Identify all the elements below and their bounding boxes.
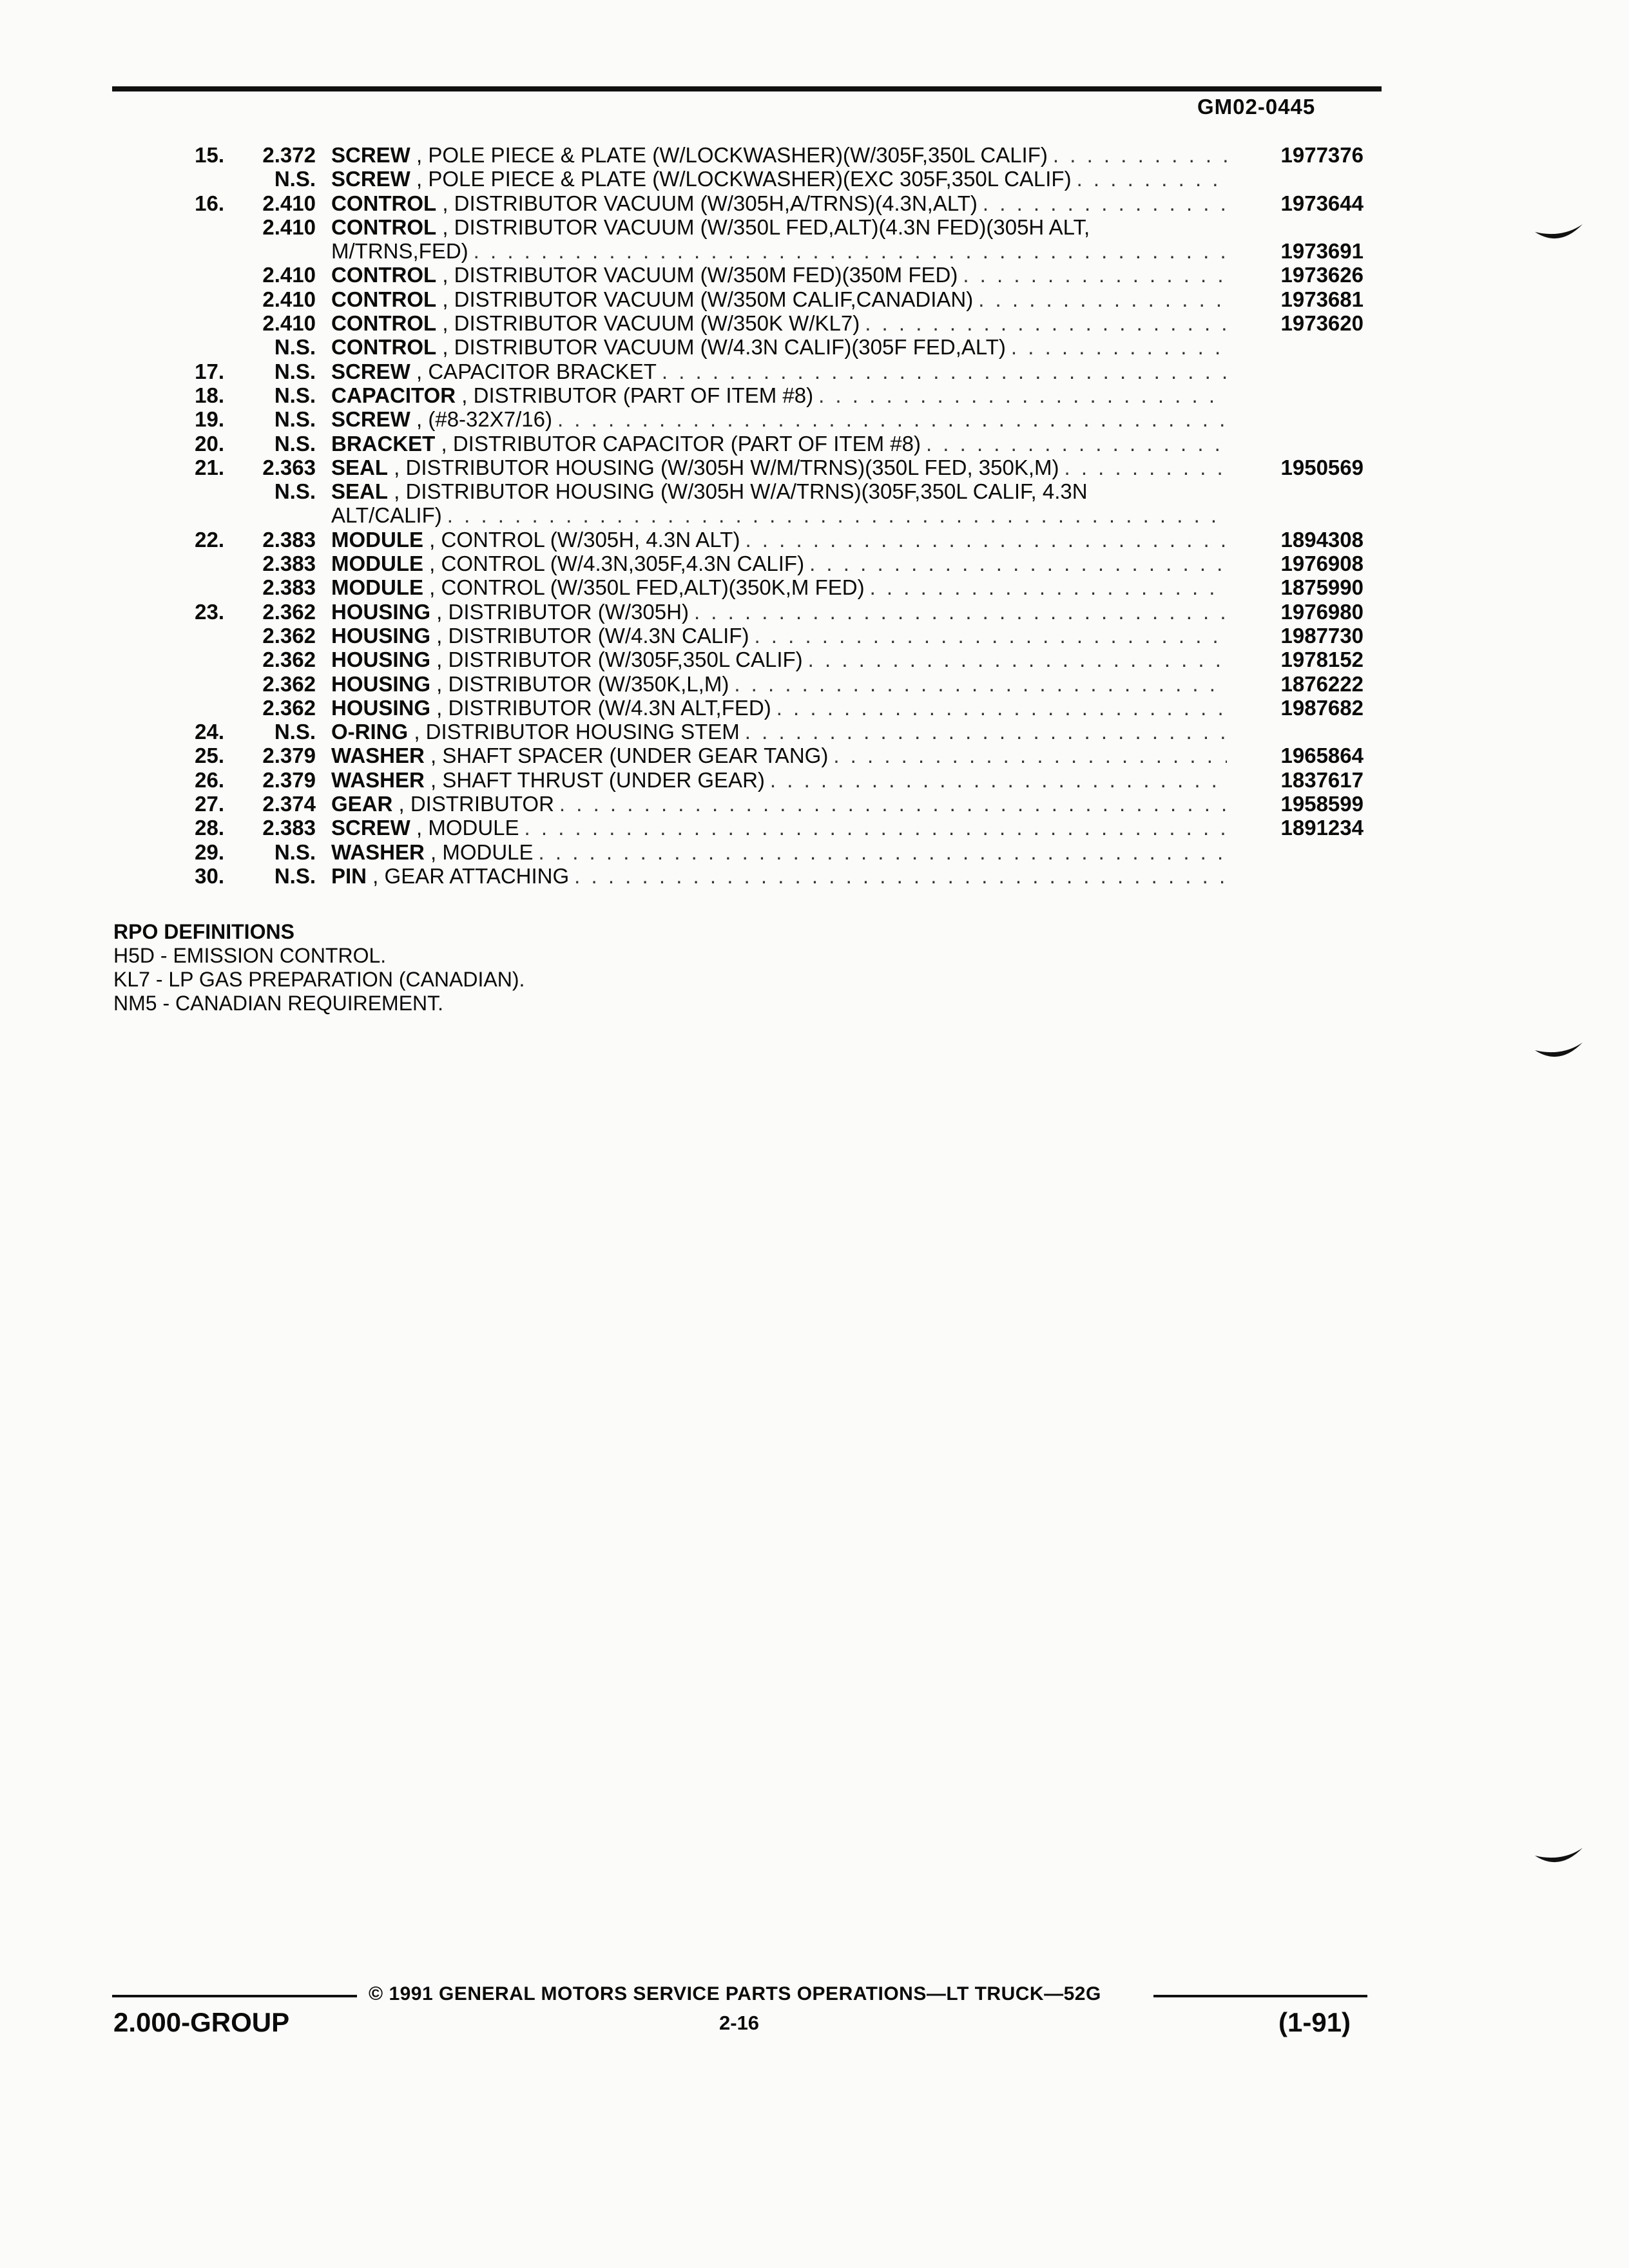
dot-leader: [552, 407, 1227, 431]
part-description: [331, 215, 1227, 239]
group-number: N.S.: [274, 407, 316, 432]
part-row: [0, 816, 1629, 840]
part-detail: , DISTRIBUTOR HOUSING (W/305H W/M/TRNS)(350L FED, 350K,M): [388, 455, 1059, 479]
dot-leader: [1006, 335, 1227, 359]
part-detail: , DISTRIBUTOR (PART OF ITEM #8): [456, 383, 814, 407]
part-name: MODULE: [331, 527, 423, 552]
part-name: MODULE: [331, 575, 423, 600]
part-description: [331, 503, 1227, 527]
part-description: [331, 263, 1227, 287]
part-row: [0, 287, 1629, 311]
part-number: 1987682: [1280, 695, 1364, 720]
part-name: GEAR: [331, 792, 393, 816]
part-detail: , MODULE: [410, 816, 519, 840]
item-number: 29.: [195, 840, 224, 864]
item-number: 19.: [195, 407, 224, 432]
group-number: 2.362: [262, 671, 316, 696]
part-name: HOUSING: [331, 599, 431, 624]
group-number: N.S.: [274, 335, 316, 360]
revision-date: (1-91): [1278, 2007, 1351, 2037]
part-row: [0, 624, 1629, 648]
part-row: [0, 215, 1629, 239]
part-row: [0, 672, 1629, 696]
part-description: [331, 143, 1227, 167]
dot-leader: [860, 311, 1227, 335]
dot-leader: [729, 672, 1227, 696]
part-description: [331, 528, 1227, 552]
part-description: [331, 672, 1227, 696]
part-row: [0, 263, 1629, 287]
part-number: 1973626: [1280, 263, 1364, 287]
item-number: 20.: [195, 431, 224, 456]
part-name: SCREW: [331, 143, 410, 167]
part-row: [0, 456, 1629, 479]
part-description: [331, 840, 1227, 864]
part-row: [0, 432, 1629, 456]
part-number: 1950569: [1280, 455, 1364, 479]
part-detail: , SHAFT THRUST (UNDER GEAR): [424, 767, 765, 792]
part-description: [331, 167, 1227, 191]
dot-leader: [958, 263, 1227, 287]
part-description: [331, 479, 1227, 503]
part-detail: M/TRNS,FED): [331, 239, 468, 264]
part-detail: , CONTROL (W/4.3N,305F,4.3N CALIF): [423, 552, 805, 576]
part-detail: , CONTROL (W/350L FED,ALT)(350K,M FED): [423, 575, 865, 600]
part-row: [0, 575, 1629, 599]
page-number: 2-16: [719, 2012, 760, 2034]
part-description: [331, 239, 1227, 263]
part-number: 1978152: [1280, 648, 1364, 672]
part-detail: , DISTRIBUTOR (W/4.3N CALIF): [430, 623, 749, 648]
part-name: HOUSING: [331, 623, 431, 648]
dot-leader: [569, 864, 1227, 888]
part-detail: , DISTRIBUTOR VACUUM (W/350M CALIF,CANADIAN): [436, 287, 974, 311]
part-number: 1973620: [1280, 311, 1364, 336]
rpo-def-h5d: H5D - EMISSION CONTROL.: [113, 944, 387, 967]
dot-leader: [865, 575, 1227, 599]
part-detail: , POLE PIECE & PLATE (W/LOCKWASHER)(W/305F,350L CALIF): [410, 143, 1048, 167]
part-name: WASHER: [331, 840, 425, 864]
part-row: [0, 696, 1629, 720]
part-description: [331, 720, 1227, 744]
part-number: 1973681: [1280, 287, 1364, 311]
part-number: 1837617: [1280, 767, 1364, 792]
part-row: [0, 503, 1629, 527]
part-row: [0, 143, 1629, 167]
part-detail: , CAPACITOR BRACKET: [410, 359, 657, 383]
part-detail: , SHAFT SPACER (UNDER GEAR TANG): [424, 744, 829, 768]
part-name: WASHER: [331, 744, 425, 768]
part-row: [0, 552, 1629, 575]
part-name: SCREW: [331, 167, 410, 191]
dot-leader: [689, 600, 1227, 624]
part-row: [0, 479, 1629, 503]
binder-mark-icon: [1534, 1031, 1585, 1076]
group-number: 2.383: [262, 527, 316, 552]
part-number: 1973691: [1280, 239, 1364, 264]
dot-leader: [740, 720, 1227, 744]
document-id: GM02-0445: [1197, 95, 1316, 119]
item-number: 28.: [195, 816, 224, 840]
part-name: HOUSING: [331, 671, 431, 696]
item-number: 15.: [195, 143, 224, 167]
dot-leader: [813, 383, 1227, 407]
dot-leader: [554, 792, 1227, 816]
part-row: [0, 383, 1629, 407]
part-row: [0, 311, 1629, 335]
part-detail: , CONTROL (W/305H, 4.3N ALT): [423, 527, 740, 552]
part-name: CONTROL: [331, 335, 437, 360]
part-row: [0, 407, 1629, 431]
group-number: N.S.: [274, 863, 316, 888]
part-number: 1891234: [1280, 816, 1364, 840]
group-number: N.S.: [274, 383, 316, 407]
item-number: 25.: [195, 744, 224, 768]
item-number: 26.: [195, 767, 224, 792]
part-name: HOUSING: [331, 695, 431, 720]
part-description: [331, 575, 1227, 599]
part-name: WASHER: [331, 767, 425, 792]
part-row: [0, 840, 1629, 864]
part-detail: , DISTRIBUTOR (W/305H): [430, 599, 689, 624]
group-number: 2.362: [262, 599, 316, 624]
part-detail: , DISTRIBUTOR: [392, 792, 554, 816]
group-number: 2.379: [262, 767, 316, 792]
part-detail: , DISTRIBUTOR (W/305F,350L CALIF): [430, 648, 803, 672]
group-number: 2.410: [262, 263, 316, 287]
part-row: [0, 864, 1629, 888]
part-row: [0, 528, 1629, 552]
item-number: 23.: [195, 599, 224, 624]
dot-leader: [519, 816, 1227, 840]
part-number: 1875990: [1280, 575, 1364, 600]
part-description: [331, 624, 1227, 648]
group-number: 2.372: [262, 143, 316, 167]
part-detail: , DISTRIBUTOR VACUUM (W/350K W/KL7): [436, 311, 860, 336]
rpo-def-nm5: NM5 - CANADIAN REQUIREMENT.: [113, 992, 444, 1015]
part-row: [0, 768, 1629, 792]
part-detail: , DISTRIBUTOR CAPACITOR (PART OF ITEM #8): [435, 431, 921, 456]
group-number: 2.363: [262, 455, 316, 479]
part-name: BRACKET: [331, 431, 436, 456]
part-name: SCREW: [331, 816, 410, 840]
copyright-line: © 1991 GENERAL MOTORS SERVICE PARTS OPERATIONS—LT TRUCK—52G: [369, 1983, 1101, 2004]
item-number: 24.: [195, 720, 224, 744]
part-name: SCREW: [331, 407, 410, 432]
binder-mark-icon: [1534, 1836, 1585, 1881]
dot-leader: [749, 624, 1227, 648]
group-number: 2.383: [262, 816, 316, 840]
part-detail: , (#8-32X7/16): [410, 407, 552, 432]
dot-leader: [657, 360, 1227, 383]
part-detail: , DISTRIBUTOR HOUSING STEM: [408, 720, 740, 744]
dot-leader: [765, 768, 1227, 792]
part-detail: , POLE PIECE & PLATE (W/LOCKWASHER)(EXC 305F,350L CALIF): [410, 167, 1072, 191]
rpo-def-kl7: KL7 - LP GAS PREPARATION (CANADIAN).: [113, 968, 525, 991]
part-detail: , DISTRIBUTOR VACUUM (W/350L FED,ALT)(4.3N FED)(305H ALT,: [436, 215, 1090, 239]
item-number: 22.: [195, 527, 224, 552]
part-name: CONTROL: [331, 311, 437, 336]
part-description: [331, 360, 1227, 383]
part-row: [0, 191, 1629, 215]
part-detail: , DISTRIBUTOR VACUUM (W/4.3N CALIF)(305F FED,ALT): [436, 335, 1006, 360]
part-description: [331, 744, 1227, 767]
dot-leader: [804, 552, 1227, 575]
dot-leader: [771, 696, 1227, 720]
part-number: 1973644: [1280, 191, 1364, 215]
part-row: [0, 335, 1629, 359]
part-name: SEAL: [331, 479, 389, 504]
dot-leader: [534, 840, 1227, 864]
group-number: 2.374: [262, 792, 316, 816]
dot-leader: [973, 287, 1227, 311]
rpo-title: RPO DEFINITIONS: [113, 920, 294, 943]
part-number: 1987730: [1280, 623, 1364, 648]
part-number: 1976980: [1280, 599, 1364, 624]
dot-leader: [442, 503, 1227, 527]
part-detail: , MODULE: [424, 840, 534, 864]
part-number: 1894308: [1280, 527, 1364, 552]
group-number: 2.379: [262, 744, 316, 768]
dot-leader: [921, 432, 1227, 456]
item-number: 21.: [195, 455, 224, 479]
part-description: [331, 191, 1227, 215]
part-description: [331, 600, 1227, 624]
item-number: 18.: [195, 383, 224, 407]
part-description: [331, 311, 1227, 335]
part-description: [331, 335, 1227, 359]
part-description: [331, 648, 1227, 671]
dot-leader: [740, 528, 1227, 552]
part-number: 1876222: [1280, 671, 1364, 696]
part-name: HOUSING: [331, 648, 431, 672]
group-number: 2.383: [262, 575, 316, 600]
item-number: 17.: [195, 359, 224, 383]
group-number: N.S.: [274, 720, 316, 744]
rpo-definitions: [113, 920, 525, 1015]
binder-mark-icon: [1534, 213, 1585, 258]
part-row: [0, 239, 1629, 263]
group-number: 2.362: [262, 623, 316, 648]
part-name: PIN: [331, 863, 367, 888]
part-row: [0, 648, 1629, 671]
part-description: [331, 407, 1227, 431]
part-row: [0, 600, 1629, 624]
group-number: 2.383: [262, 552, 316, 576]
part-number: 1976908: [1280, 552, 1364, 576]
group-number: 2.362: [262, 648, 316, 672]
part-number: 1958599: [1280, 792, 1364, 816]
part-detail: , DISTRIBUTOR VACUUM (W/305H,A/TRNS)(4.3N,ALT): [436, 191, 978, 215]
part-description: [331, 552, 1227, 575]
part-row: [0, 360, 1629, 383]
part-row: [0, 792, 1629, 816]
part-row: [0, 720, 1629, 744]
part-detail: ALT/CALIF): [331, 503, 442, 528]
part-number: 1977376: [1280, 143, 1364, 167]
group-label: 2.000-GROUP: [113, 2007, 290, 2037]
dot-leader: [468, 239, 1227, 263]
footer-rule-right: [1153, 1995, 1367, 1997]
group-number: N.S.: [274, 359, 316, 383]
part-name: O-RING: [331, 720, 409, 744]
part-description: [331, 792, 1227, 816]
item-number: 16.: [195, 191, 224, 215]
part-name: SEAL: [331, 455, 389, 479]
part-description: [331, 383, 1227, 407]
part-detail: , DISTRIBUTOR (W/4.3N ALT,FED): [430, 695, 771, 720]
dot-leader: [803, 648, 1227, 671]
part-detail: , GEAR ATTACHING: [367, 863, 570, 888]
part-name: CONTROL: [331, 191, 437, 215]
part-name: CONTROL: [331, 287, 437, 311]
part-name: SCREW: [331, 359, 410, 383]
part-name: MODULE: [331, 552, 423, 576]
group-number: 2.410: [262, 191, 316, 215]
dot-leader: [1059, 456, 1228, 479]
part-row: [0, 744, 1629, 767]
group-number: N.S.: [274, 167, 316, 191]
dot-leader: [828, 744, 1227, 767]
group-number: N.S.: [274, 840, 316, 864]
part-name: CONTROL: [331, 215, 437, 239]
part-description: [331, 816, 1227, 840]
group-number: 2.410: [262, 311, 316, 336]
part-name: CONTROL: [331, 263, 437, 287]
part-detail: , DISTRIBUTOR HOUSING (W/305H W/A/TRNS)(305F,350L CALIF, 4.3N: [388, 479, 1088, 504]
group-number: 2.410: [262, 215, 316, 239]
group-number: 2.362: [262, 695, 316, 720]
part-number: 1965864: [1280, 744, 1364, 768]
part-description: [331, 768, 1227, 792]
dot-leader: [978, 191, 1227, 215]
part-description: [331, 456, 1227, 479]
part-description: [331, 696, 1227, 720]
part-description: [331, 287, 1227, 311]
group-number: N.S.: [274, 479, 316, 504]
item-number: 30.: [195, 863, 224, 888]
group-number: 2.410: [262, 287, 316, 311]
part-description: [331, 432, 1227, 456]
group-number: N.S.: [274, 431, 316, 456]
item-number: 27.: [195, 792, 224, 816]
dot-leader: [1048, 143, 1227, 167]
part-detail: , DISTRIBUTOR (W/350K,L,M): [430, 671, 729, 696]
parts-list: [0, 143, 1629, 888]
part-description: [331, 864, 1227, 888]
part-detail: , DISTRIBUTOR VACUUM (W/350M FED)(350M FED): [436, 263, 958, 287]
top-rule: [112, 86, 1382, 91]
part-row: [0, 167, 1629, 191]
part-name: CAPACITOR: [331, 383, 456, 407]
footer-rule-left: [112, 1995, 357, 1997]
dot-leader: [1072, 167, 1227, 191]
